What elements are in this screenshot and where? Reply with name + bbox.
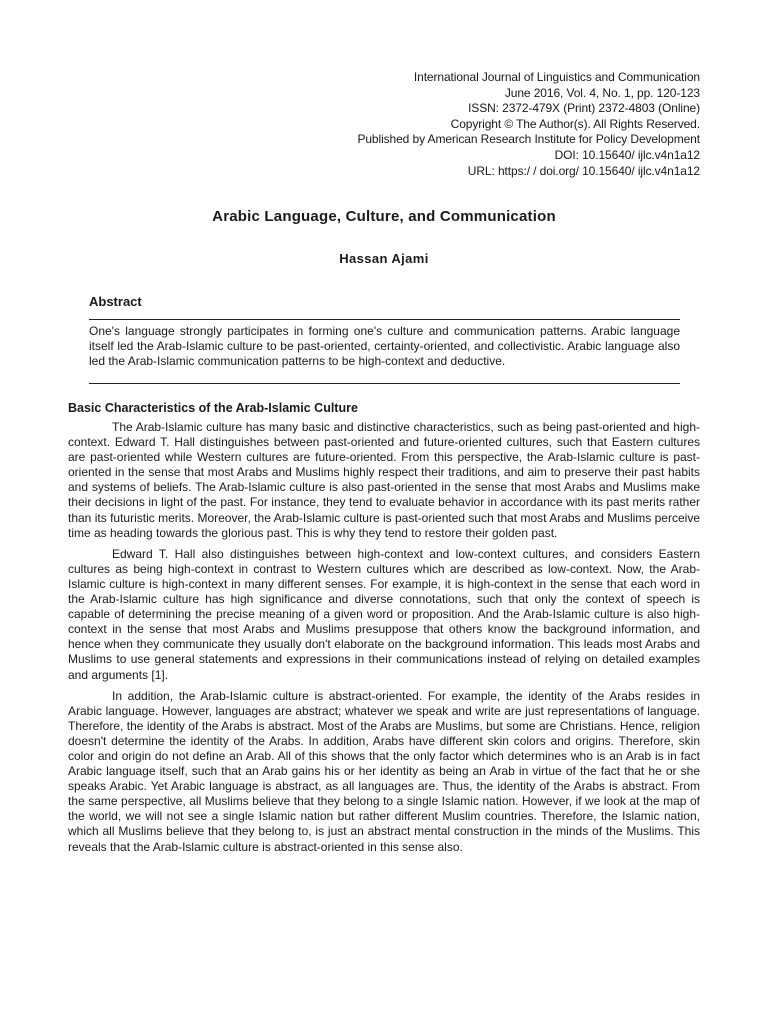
abstract-heading: Abstract [89,294,142,309]
journal-name: International Journal of Linguistics and Communication [413,70,700,84]
abstract-top-divider [89,319,680,320]
issn: ISSN: 2372-479X (Print) 2372-4803 (Online) [468,101,700,116]
section-heading: Basic Characteristics of the Arab-Islamic Culture [68,401,358,415]
body-paragraph: The Arab-Islamic culture has many basic and distinctive characteristics, such as being past-oriented and high-context. Edward T. Hall distinguishes between past-oriented and future-oriented cultures, such that Eastern cultures are past-oriented while Western cultures are future-oriented. From this perspective, the Arab-Islamic culture is past-oriented in the sense that most Arabs and Muslims highly respect their traditions, and aim to preserve their past habits and systems of beliefs. The Arab-Islamic culture is also past-oriented in the sense that most Arabs and Muslims make their decisions in light of the past. For instance, they tend to evaluate behavior in accordance with its past merits rather than its futuristic merits. Moreover, the Arab-Islamic culture is past-oriented such that most Arabs and Muslims perceive time as heading towards the glorious past. This is why they tend to restore their golden past. [68,420,700,540]
body-paragraph: In addition, the Arab-Islamic culture is abstract-oriented. For example, the identity of the Arabs resides in Arabic language. However, languages are abstract; whatever we speak and write are just representations of language. Therefore, the identity of the Arabs is abstract. Most of the Arabs are Muslims, but some are Christians. Hence, religion doesn't determine the identity of the Arabs. In addition, Arabs have different skin colors and origins. Therefore, skin color and origin do not define an Arab. All of this shows that the only factor which determines who is an Arab is in fact Arabic language itself, such that an Arab gains his or her identity as being an Arab in virtue of the fact that he or she speaks Arabic. Yet Arabic language is abstract, as all languages are. Thus, the identity of the Arabs is abstract. From the same perspective, all Muslims believe that they belong to a single Islamic nation. However, if we look at the map of the world, we will not see a single Islamic nation but rather different Muslim countries. Therefore, the Islamic nation, which all Muslims believe that they belong to, is just an abstract mental construction in the minds of the Muslims. This reveals that the Arab-Islamic culture is abstract-oriented in this sense also. [68,688,700,854]
abstract-bottom-divider [89,383,680,384]
paper-title: Arabic Language, Culture, and Communication [212,208,556,225]
body-paragraph: Edward T. Hall also distinguishes between high-context and low-context cultures, and considers Eastern cultures as being high-context in contrast to Western cultures which are described as low-context. Now, the Arab-Islamic culture is high-context in many different senses. For example, it is high-context in the sense that each word in the Arab-Islamic culture has high significance and diverse connotations, such that only the context of speech is capable of determining the precise meaning of a given word or proposition. And the Arab-Islamic culture is also high-context in the sense that most Arabs and Muslims presuppose that others know the background information, and hence when they communicate they usually don't elaborate on the background information. This leads most Arabs and Muslims to use general statements and expressions in their communications instead of relying on detailed examples and arguments [1]. [68,546,700,682]
copyright: Copyright © The Author(s). All Rights Reserved. [450,116,700,131]
url-link[interactable]: URL: https:/ / doi.org/ 10.15640/ ijlc.v4n1a12 [467,163,700,178]
publisher: Published by American Research Institute for Policy Development [357,132,700,147]
journal-header [200,70,700,179]
section-body [68,420,700,861]
doi: DOI: 10.15640/ ijlc.v4n1a12 [554,147,700,162]
issue-info: June 2016, Vol. 4, No. 1, pp. 120-123 [504,85,700,100]
author-name: Hassan Ajami [339,251,429,266]
abstract-text: One's language strongly participates in forming one's culture and communication patterns. Arabic language itself led the Arab-Islamic culture to be past-oriented, certainty-oriented, and collectivistic. Arabic language also led the Arab-Islamic communication patterns to be high-context and deductive. [89,324,680,369]
